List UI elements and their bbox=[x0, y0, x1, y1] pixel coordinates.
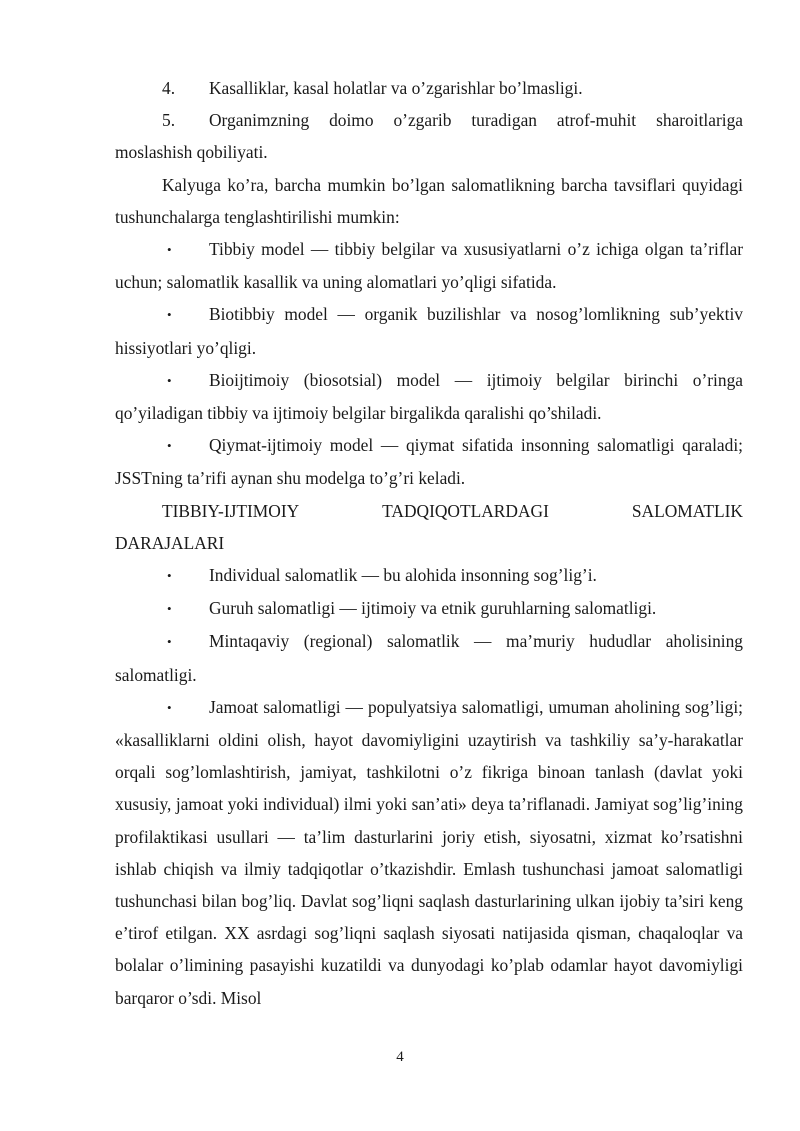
bullet-item-public-health bbox=[115, 691, 743, 1014]
heading-word: TIBBIY-IJTIMOIY bbox=[162, 500, 300, 521]
bullet-icon: • bbox=[167, 242, 172, 258]
bullet-item-biomedical-model bbox=[115, 298, 743, 363]
list-number: 4. bbox=[162, 78, 176, 98]
heading-word: TADQIQOTLARDAGI bbox=[382, 500, 549, 521]
numbered-item-4 bbox=[115, 72, 743, 104]
bullet-text: Individual salomatlik — bu alohida insonning sog’lig’i. bbox=[209, 565, 597, 586]
bullet-item-biosocial-model bbox=[115, 364, 743, 429]
bullet-text: Jamoat salomatligi — populyatsiya salomatligi, umuman aholining sog’ligi; «kasalliklarni oldini olish, hayot davomiyligini uzaytirish va tashkiliy sa’y-harakatlar orqali sog’lomlashtirish, jamiyat, tashkilotni o’z fikriga binoan tanlash (davlat yoki xususiy, jamoat yoki individual) ilmi yoki san’ati» deya ta’riflanadi. Jamiyat sog’lig’ining profilaktikasi usullari — ta’lim dasturlarini joriy etish, siyosatni, xizmat ko’rsatishni ishlab chiqish va ilmiy tadqiqotlar o’tkazishdir. Emlash tushunchasi jamoat salomatligi tushunchasi bilan bog’liq. Davlat sog’liqni saqlash dasturlarining ulkan ijobiy ta’siri keng e’tirof etilgan. XX asrdagi sog’liqni saqlash siyosati natijasida qisman, chaqaloqlar va bolalar o’limining pasayishi kuzatildi va dunyodagi ko’plab odamlar hayot davomiyligi barqaror o’sdi. Misol bbox=[115, 696, 743, 1008]
list-item-text: Organimzning doimo o’zgarib turadigan atrof-muhit sharoitlariga moslashish qobiliyati. bbox=[115, 110, 743, 163]
bullet-icon: • bbox=[167, 372, 172, 388]
section-heading-line bbox=[115, 495, 743, 527]
document-body bbox=[115, 72, 743, 1014]
page-number: 4 bbox=[396, 1049, 404, 1065]
bullet-text: Biotibbiy model — organik buzilishlar va nosog’lomlikning sub’yektiv hissiyotlari yo’qligi. bbox=[115, 304, 743, 358]
section-heading bbox=[115, 495, 743, 559]
bullet-text: Guruh salomatligi — ijtimoiy va etnik guruhlarning salomatligi. bbox=[209, 598, 657, 619]
list-number: 5. bbox=[162, 110, 176, 131]
bullet-icon: • bbox=[167, 438, 172, 454]
bullet-item-group-health bbox=[115, 592, 743, 625]
bullet-item-regional-health bbox=[115, 625, 743, 690]
heading-word: DARAJALARI bbox=[115, 532, 225, 553]
intro-paragraph: Kalyuga ko’ra, barcha mumkin bo’lgan salomatlikning barcha tavsiflari quyidagi tushunchalarga tenglashtirilishi mumkin: bbox=[115, 174, 743, 227]
bullet-icon: • bbox=[167, 634, 172, 650]
bullet-text: Tibbiy model — tibbiy belgilar va xususiyatlarni o’z ichiga olgan ta’riflar uchun; salomatlik kasallik va uning alomatlari yo’qligi sifatida. bbox=[115, 239, 743, 293]
bullet-text: Mintaqaviy (regional) salomatlik — ma’muriy hududlar aholisining salomatligi. bbox=[115, 631, 743, 685]
numbered-item-5 bbox=[115, 104, 743, 168]
bullet-icon: • bbox=[167, 699, 172, 715]
bullet-icon: • bbox=[167, 307, 172, 323]
heading-word: SALOMATLIK bbox=[631, 500, 743, 521]
bullet-text: Qiymat-ijtimoiy model — qiymat sifatida insonning salomatligi qaraladi; JSSTning ta’rifi aynan shu modelga to’g’ri keladi. bbox=[115, 435, 743, 489]
list-item-text: Kasalliklar, kasal holatlar va o’zgarishlar bo’lmasligi. bbox=[209, 78, 583, 98]
bullet-icon: • bbox=[167, 568, 172, 584]
bullet-icon: • bbox=[167, 601, 172, 617]
bullet-text: Bioijtimoiy (biosotsial) model — ijtimoiy belgilar birinchi o’ringa qo’yiladigan tibbiy va ijtimoiy belgilar birgalikda qaralishi qo’shiladi. bbox=[115, 369, 743, 424]
bullet-item-medical-model bbox=[115, 233, 743, 298]
bullet-item-individual-health bbox=[115, 559, 743, 592]
bullet-item-value-social-model bbox=[115, 429, 743, 494]
